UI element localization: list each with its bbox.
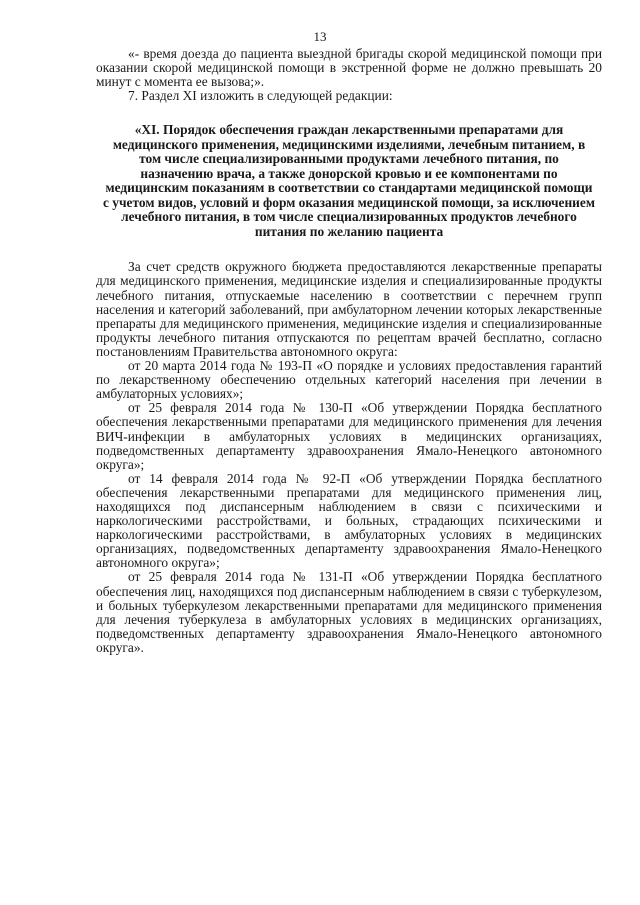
section-title: «XI. Порядок обеспечения граждан лекарственными препаратами для медицинского применения, медицинскими изделиями, лечебным питанием, в том числе специализированными продуктами лечебного питания, по назначению врача, а также донорской кровью и ее компонентами по медицинским показаниям в соответствии со стандартами медицинской помощи с учетом видов, условий и форм оказания медицинской помощи, за исключением лечебного питания, в том числе специализированных продуктов лечебного питания по желанию пациента bbox=[103, 122, 595, 239]
paragraph-resolution-130: от 25 февраля 2014 года № 130-П «Об утверждении Порядка бесплатного обеспечения лекарственными препаратами для медицинского применения для лечения ВИЧ-инфекции в амбулаторных условиях в медицинских организациях, подведомственных департаменту здравоохранения Ямало-Ненецкого автономного округа»; bbox=[96, 400, 602, 472]
paragraph-budget-provision: За счет средств окружного бюджета предоставляются лекарственные препараты для медицинского применения, медицинские изделия и специализированные продукты лечебного питания, отпускаемые населению в соответствии с перечнем групп населения и категорий заболеваний, при амбулаторном лечении которых лекарственные препараты для медицинского применения, медицинские изделия и специализированные продукты лечебного питания отпускаются по рецептам врачей бесплатно, согласно постановлениям Правительства автономного округа: bbox=[96, 259, 602, 359]
paragraph-ambulance-time: «- время доезда до пациента выездной бригады скорой медицинской помощи при оказании скорой медицинской помощи в экстренной форме не должно превышать 20 минут с момента ее вызова;». bbox=[96, 46, 602, 90]
spacer bbox=[96, 239, 602, 260]
paragraph-resolution-92: от 14 февраля 2014 года № 92-П «Об утверждении Порядка бесплатного обеспечения лекарственными препаратами для медицинского применения лиц, находящихся под диспансерным наблюдением в связи с психическими и наркологическими расстройствами, и больных, страдающих психическими и наркологическими расстройствами, в амбулаторных условиях в медицинских организациях, подведомственных департаменту здравоохранения Ямало-Ненецкого автономного округа»; bbox=[96, 470, 602, 571]
paragraph-resolution-193: от 20 марта 2014 года № 193-П «О порядке и условиях предоставления гарантий по лекарственному обеспечению отдельных категорий населения при лечении в амбулаторных условиях»; bbox=[96, 358, 602, 402]
paragraph-resolution-131: от 25 февраля 2014 года № 131-П «Об утверждении Порядка бесплатного обеспечения лиц, находящихся под диспансерным наблюдением в связи с туберкулезом, и больных туберкулезом лекарственными препаратами для медицинского применения для лечения туберкулеза в амбулаторных условиях в медицинских организациях, подведомственных департаменту здравоохранения Ямало-Ненецкого автономного округа». bbox=[96, 569, 602, 655]
page-number: 13 bbox=[313, 29, 327, 44]
document-body bbox=[96, 47, 602, 655]
spacer bbox=[96, 103, 602, 123]
paragraph-section-amendment: 7. Раздел XI изложить в следующей редакции: bbox=[128, 88, 393, 104]
